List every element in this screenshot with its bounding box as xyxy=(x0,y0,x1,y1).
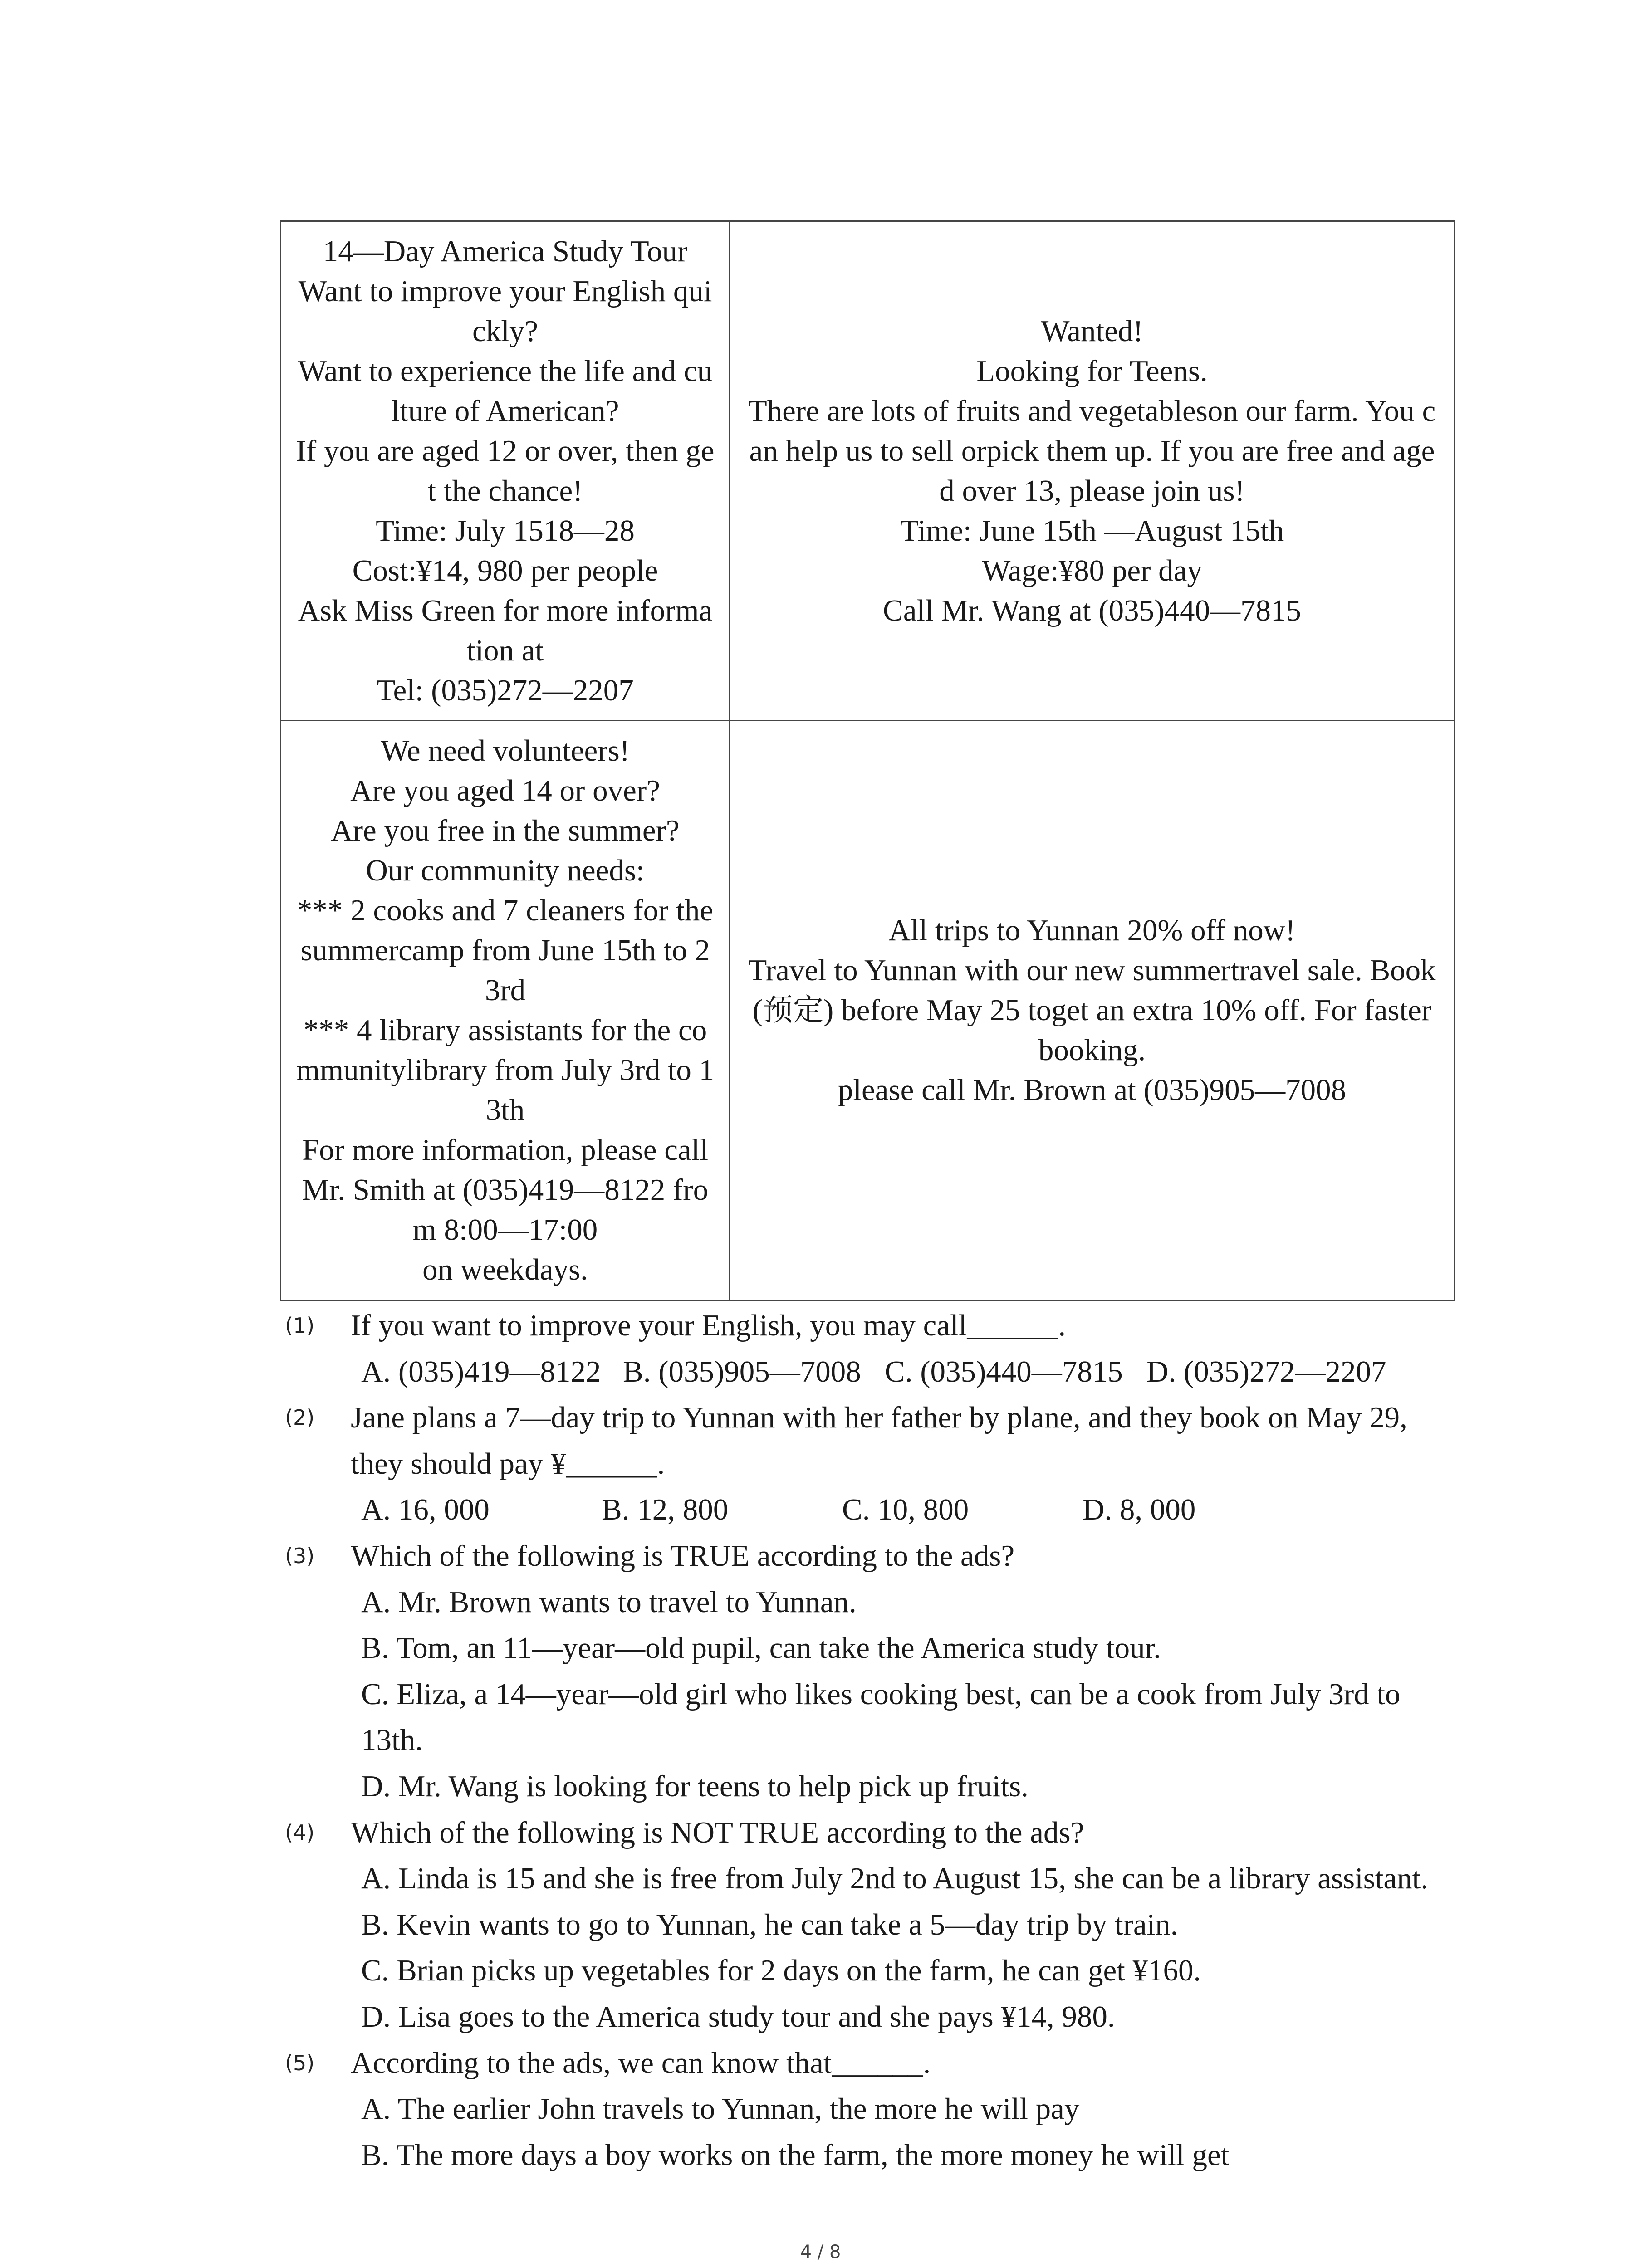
ad-line: summercamp from June 15th to 2 xyxy=(300,934,710,967)
question-number: (3) xyxy=(285,1543,315,1568)
option-b: B. Tom, an 11—year—old pupil, can take the America study tour. xyxy=(361,1631,1161,1665)
ad-line: Are you free in the summer? xyxy=(331,814,680,847)
ad-line: Call Mr. Wang at (035)440—7815 xyxy=(883,594,1301,627)
option-c: C. (035)440—7815 xyxy=(885,1354,1123,1388)
ad-title: We need volunteers! xyxy=(381,734,630,767)
question-number: (2) xyxy=(285,1405,315,1430)
ad-line: *** 2 cooks and 7 cleaners for the xyxy=(297,894,714,927)
options-row xyxy=(361,1349,1641,1395)
option-d: D. 8, 000 xyxy=(1083,1493,1196,1527)
questions-section xyxy=(0,1303,1641,2178)
ad-line: booking. xyxy=(1038,1033,1146,1067)
ad-line: Looking for Teens. xyxy=(976,354,1208,388)
ad-line: 3rd xyxy=(485,973,526,1007)
ad-america-study-tour xyxy=(281,222,729,720)
question-stem: Jane plans a 7—day trip to Yunnan with her father by plane, and they book on May 29, they should pay ¥______. xyxy=(351,1401,1407,1481)
ad-line: an help us to sell orpick them up. If you are free and age xyxy=(749,434,1435,468)
ad-line: Wage:¥80 per day xyxy=(982,554,1202,587)
ad-line: Cost:¥14, 980 per people xyxy=(352,554,658,587)
ad-title: All trips to Yunnan 20% off now! xyxy=(888,914,1296,947)
question-stem: If you want to improve your English, you may call______. xyxy=(351,1309,1066,1342)
ad-line: Ask Miss Green for more informa xyxy=(298,594,713,627)
ad-line: Are you aged 14 or over? xyxy=(350,774,660,807)
ad-line: Travel to Yunnan with our new summertravel sale. Book xyxy=(748,953,1436,987)
ad-line: d over 13, please join us! xyxy=(939,474,1245,508)
option-a: A. Linda is 15 and she is free from July 2nd to August 15, she can be a library assistant. xyxy=(361,1862,1429,1896)
ad-line: m 8:00—17:00 xyxy=(412,1213,598,1246)
option-b: B. 12, 800 xyxy=(602,1493,729,1527)
ad-farm-wanted xyxy=(730,222,1454,720)
question-stem: According to the ads, we can know that______. xyxy=(351,2046,931,2080)
question-number: (4) xyxy=(285,1820,315,1845)
question-1 xyxy=(0,1303,1641,1395)
ad-line: (预定) before May 25 toget an extra 10% off. For faster xyxy=(752,993,1432,1027)
option-a: A. Mr. Brown wants to travel to Yunnan. xyxy=(361,1585,857,1619)
ad-line: mmunitylibrary from July 3rd to 1 xyxy=(296,1053,715,1087)
ad-title: Wanted! xyxy=(1041,314,1143,348)
question-number: (1) xyxy=(285,1313,315,1338)
ad-line: Tel: (035)272—2207 xyxy=(377,674,634,707)
option-d: D. Mr. Wang is looking for teens to help pick up fruits. xyxy=(361,1769,1029,1803)
ad-line: on weekdays. xyxy=(422,1253,588,1286)
option-d: D. (035)272—2207 xyxy=(1146,1354,1386,1388)
question-4 xyxy=(0,1810,1641,2040)
ad-line: For more information, please call xyxy=(302,1133,708,1167)
ad-line: Want to improve your English qui xyxy=(298,274,712,308)
ad-yunnan-trips xyxy=(730,721,1454,1299)
option-a: A. The earlier John travels to Yunnan, the more he will pay xyxy=(361,2092,1080,2126)
option-c: C. Brian picks up vegetables for 2 days on the farm, he can get ¥160. xyxy=(361,1954,1201,1988)
options-row xyxy=(361,1487,1641,1533)
question-3 xyxy=(0,1533,1641,1810)
option-b: B. The more days a boy works on the farm, the more money he will get xyxy=(361,2138,1230,2172)
ad-line: ckly? xyxy=(472,314,539,348)
ad-line: please call Mr. Brown at (035)905—7008 xyxy=(838,1073,1347,1107)
option-d: D. Lisa goes to the America study tour and she pays ¥14, 980. xyxy=(361,1999,1115,2033)
option-b: B. (035)905—7008 xyxy=(623,1354,861,1388)
page-number: 4 / 8 xyxy=(800,2242,841,2263)
option-a: A. 16, 000 xyxy=(361,1493,490,1527)
ad-volunteers xyxy=(281,721,729,1299)
ad-line: Time: June 15th —August 15th xyxy=(900,514,1284,547)
ad-line: Time: July 1518—28 xyxy=(376,514,635,547)
option-c: C. Eliza, a 14—year—old girl who likes cooking best, can be a cook from July 3rd to 13th. xyxy=(361,1677,1401,1757)
option-c: C. 10, 800 xyxy=(842,1493,969,1527)
ad-line: 3th xyxy=(485,1093,525,1127)
ad-line: lture of American? xyxy=(391,394,619,428)
ad-line: Mr. Smith at (035)419—8122 fro xyxy=(302,1173,709,1207)
ad-line: Our community needs: xyxy=(366,854,645,887)
ad-line: tion at xyxy=(466,634,544,667)
ad-line: If you are aged 12 or over, then ge xyxy=(296,434,715,468)
ad-line: *** 4 library assistants for the co xyxy=(303,1013,707,1047)
option-b: B. Kevin wants to go to Yunnan, he can take a 5—day trip by train. xyxy=(361,1907,1178,1941)
ad-title: 14—Day America Study Tour xyxy=(323,235,688,268)
ad-line: Want to experience the life and cu xyxy=(298,354,713,388)
ad-line: There are lots of fruits and vegetableson our farm. You c xyxy=(748,394,1436,428)
question-stem: Which of the following is TRUE according to the ads? xyxy=(351,1539,1015,1573)
option-a: A. (035)419—8122 xyxy=(361,1354,601,1388)
question-2 xyxy=(0,1395,1641,1533)
question-number: (5) xyxy=(285,2050,315,2075)
ad-line: t the chance! xyxy=(427,474,583,508)
question-5 xyxy=(0,2040,1641,2179)
question-stem: Which of the following is NOT TRUE according to the ads? xyxy=(351,1815,1084,1849)
